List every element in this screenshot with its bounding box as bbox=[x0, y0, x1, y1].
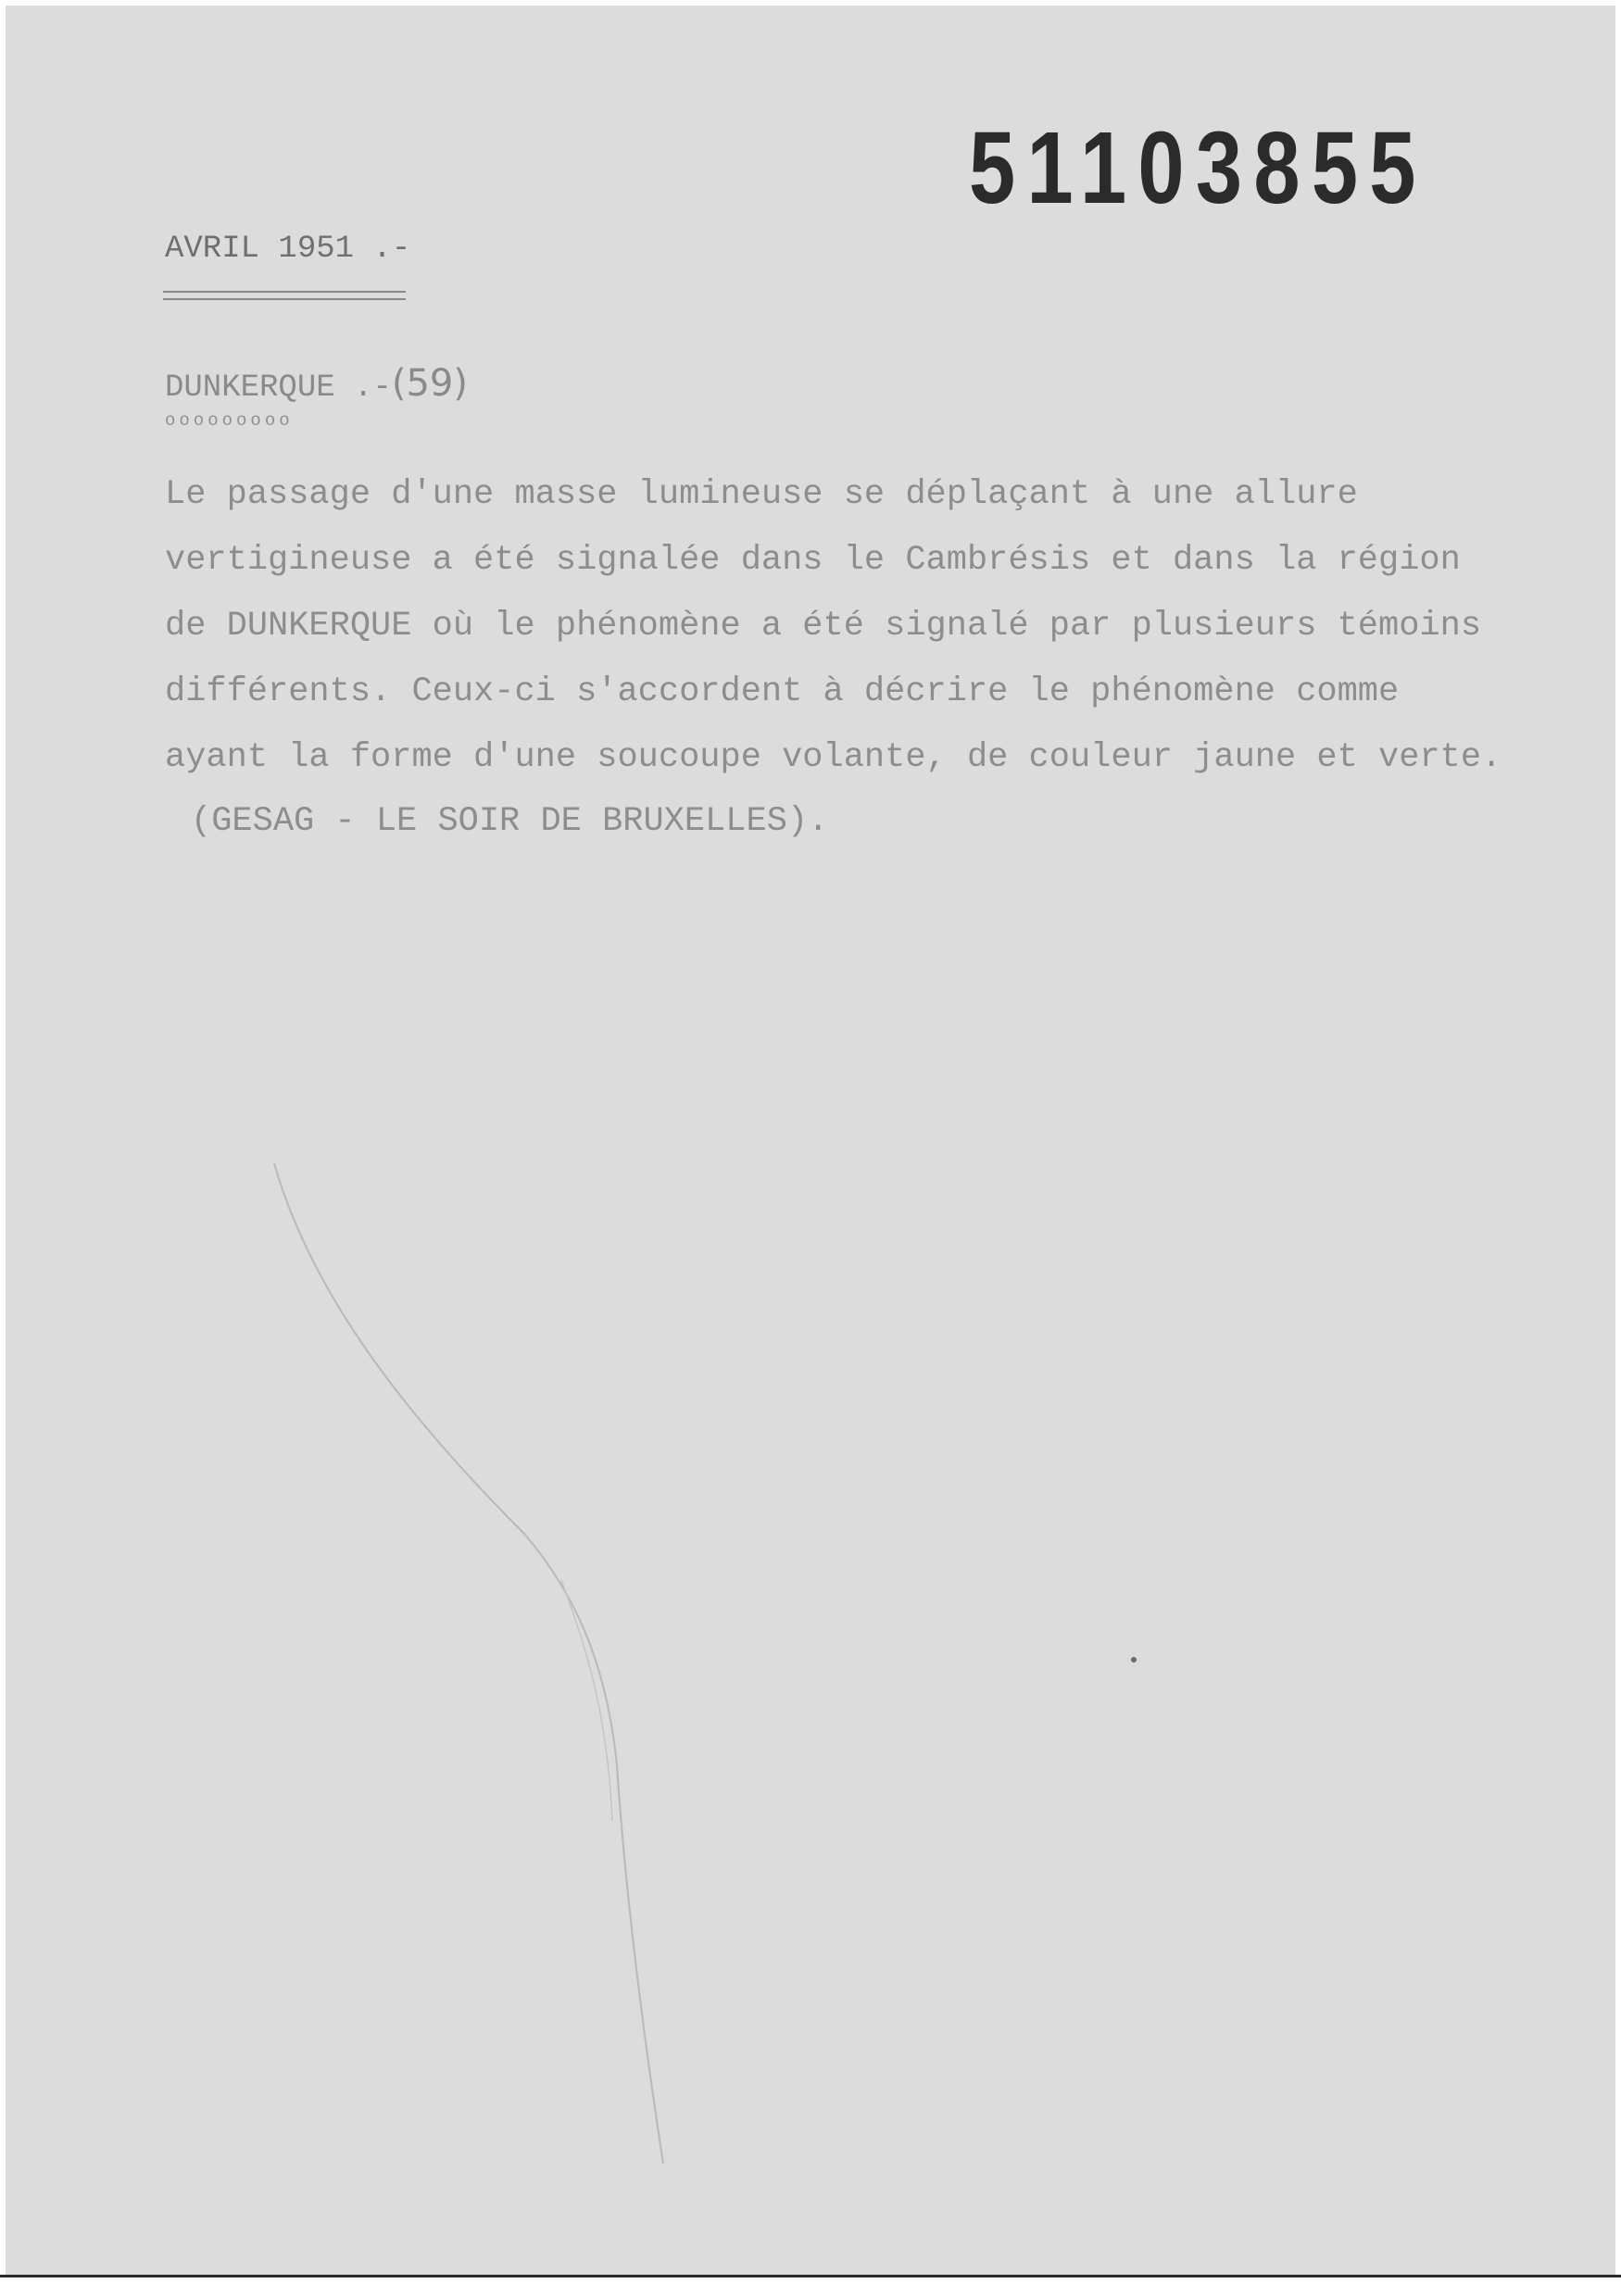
scan-bottom-edge bbox=[0, 2275, 1621, 2277]
body-line: de DUNKERQUE où le phénomène a été signalé par plusieurs témoins bbox=[165, 607, 1482, 646]
date-header: AVRIL 1951 .- bbox=[165, 232, 411, 267]
document-number-stamp: 51103855 bbox=[969, 111, 1427, 225]
place-code: (59) bbox=[391, 362, 468, 405]
place-name: DUNKERQUE bbox=[165, 370, 335, 406]
source-citation: (GESAG - LE SOIR DE BRUXELLES). bbox=[191, 802, 829, 841]
body-line: Le passage d'une masse lumineuse se déplaçant à une allure bbox=[165, 475, 1358, 514]
paper-crease-mark bbox=[6, 6, 1615, 2275]
place-separator: .- bbox=[334, 370, 392, 406]
body-line: vertigineuse a été signalée dans le Cambrésis et dans la région bbox=[165, 541, 1461, 580]
body-line: différents. Ceux-ci s'accordent à décrire le phénomène comme bbox=[165, 672, 1400, 711]
document-page bbox=[6, 6, 1615, 2275]
place-circle-underline: ooooooooo bbox=[165, 410, 294, 431]
body-line: ayant la forme d'une soucoupe volante, de couleur jaune et verte. bbox=[165, 738, 1502, 777]
